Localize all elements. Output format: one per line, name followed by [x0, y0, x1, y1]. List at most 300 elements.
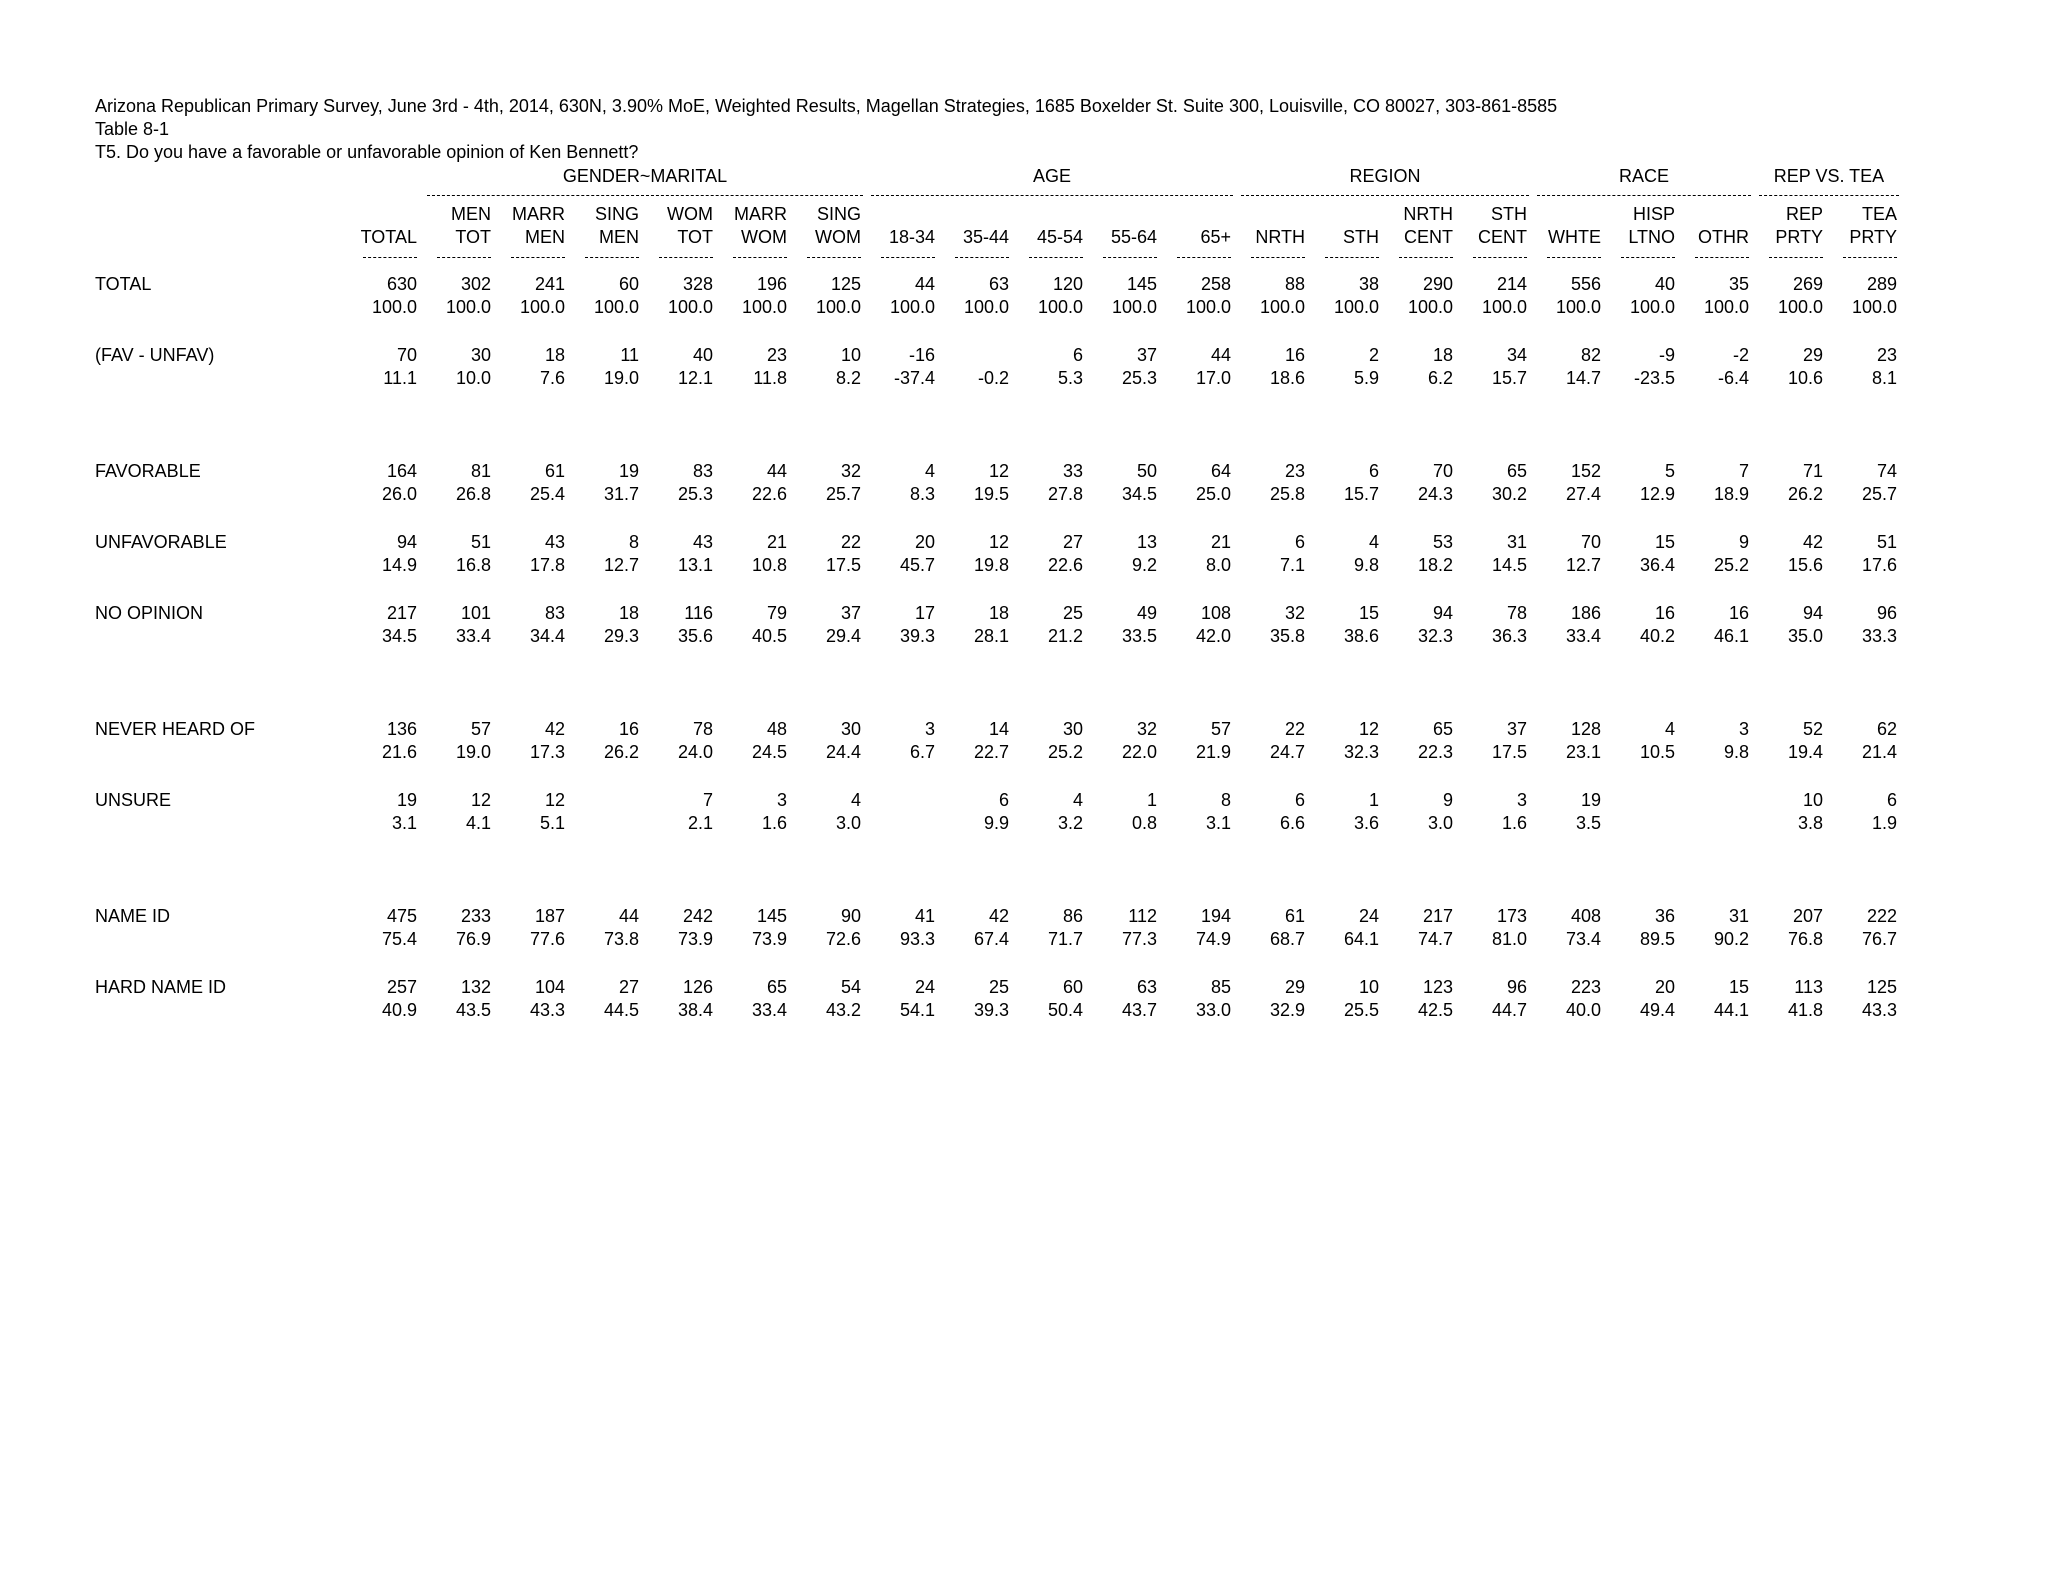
percent-cell: 35.0	[1787, 626, 1823, 646]
count-cell: 4	[1072, 790, 1083, 810]
count-cell: 408	[1570, 906, 1601, 926]
count-cell: 24	[914, 977, 935, 997]
percent-cell: 10.6	[1787, 368, 1823, 388]
count-cell: 29	[1802, 345, 1823, 365]
group-underline	[427, 195, 863, 196]
count-cell: 290	[1422, 274, 1453, 294]
count-cell: 51	[470, 532, 491, 552]
percent-cell: 18.9	[1713, 484, 1749, 504]
count-cell: 41	[914, 906, 935, 926]
percent-cell: 40.5	[751, 626, 787, 646]
crosstab-table	[92, 163, 1903, 1022]
percent-cell: 10.8	[751, 555, 787, 575]
count-cell: 196	[756, 274, 787, 294]
count-cell: 27	[1062, 532, 1083, 552]
percent-cell: 29.3	[603, 626, 639, 646]
percent-cell: -23.5	[1633, 368, 1675, 388]
column-header-row-2	[92, 226, 1903, 249]
count-cell: 113	[1794, 977, 1823, 997]
table-row-percent	[92, 999, 1903, 1022]
percent-cell: 100.0	[1777, 297, 1823, 317]
count-cell: 217	[386, 603, 417, 623]
row-label-blank	[92, 625, 349, 648]
row-label: NO OPINION	[95, 603, 204, 623]
count-cell: 217	[1422, 906, 1453, 926]
percent-cell: 40.9	[381, 1000, 417, 1020]
column-underline	[1251, 257, 1305, 258]
count-cell: 40	[1654, 274, 1675, 294]
percent-cell: 25.3	[677, 484, 713, 504]
group-underline	[1759, 195, 1899, 196]
percent-cell: 14.7	[1565, 368, 1601, 388]
column-header-line2: TOT	[455, 227, 491, 247]
percent-cell: 15.7	[1491, 368, 1527, 388]
percent-cell: 33.0	[1195, 1000, 1231, 1020]
percent-cell: 22.7	[973, 742, 1009, 762]
count-cell: 7	[702, 790, 713, 810]
count-cell: 25	[988, 977, 1009, 997]
percent-cell: -0.2	[977, 368, 1009, 388]
count-cell: 13	[1136, 532, 1157, 552]
count-cell: 50	[1136, 461, 1157, 481]
count-cell: 4	[924, 461, 935, 481]
percent-cell: 22.6	[751, 484, 787, 504]
percent-cell: 25.2	[1713, 555, 1749, 575]
table-row-count	[92, 344, 1903, 367]
count-cell: 187	[534, 906, 565, 926]
table-row-percent	[92, 812, 1903, 835]
row-label-blank	[92, 296, 349, 319]
count-cell	[1681, 789, 1755, 812]
percent-cell: 100.0	[1111, 297, 1157, 317]
group-race: RACE	[1618, 166, 1669, 186]
percent-cell: 44.1	[1713, 1000, 1749, 1020]
column-header-line1: SING	[594, 204, 639, 224]
row-label-blank	[92, 367, 349, 390]
column-underline	[1399, 257, 1453, 258]
count-cell: 60	[618, 274, 639, 294]
count-cell: 128	[1570, 719, 1601, 739]
row-label-blank	[92, 483, 349, 506]
count-cell: 43	[692, 532, 713, 552]
percent-cell: 26.8	[455, 484, 491, 504]
count-cell: 94	[396, 532, 417, 552]
percent-cell: 12.1	[677, 368, 713, 388]
group-underline-row	[92, 187, 1903, 203]
percent-cell: 32.3	[1417, 626, 1453, 646]
percent-cell: 26.2	[1787, 484, 1823, 504]
count-cell: 65	[766, 977, 787, 997]
percent-cell: 74.9	[1195, 929, 1231, 949]
count-cell: 2	[1368, 345, 1379, 365]
percent-cell: 73.9	[751, 929, 787, 949]
count-cell: 35	[1728, 274, 1749, 294]
count-cell: 78	[1506, 603, 1527, 623]
percent-cell: 74.7	[1417, 929, 1453, 949]
column-underline	[1621, 257, 1675, 258]
column-header-line2: 35-44	[962, 227, 1009, 247]
percent-cell: 100.0	[1185, 297, 1231, 317]
count-cell: 164	[386, 461, 417, 481]
percent-cell: 33.3	[1861, 626, 1897, 646]
column-header-row-1	[92, 203, 1903, 226]
percent-cell: 100.0	[1259, 297, 1305, 317]
count-cell: 40	[692, 345, 713, 365]
count-cell: 36	[1654, 906, 1675, 926]
percent-cell: 3.2	[1057, 813, 1083, 833]
percent-cell: 100.0	[889, 297, 935, 317]
table-row-count	[92, 718, 1903, 741]
percent-cell: 8.0	[1205, 555, 1231, 575]
row-spacer	[92, 648, 1903, 718]
count-cell: 42	[1802, 532, 1823, 552]
row-label: FAVORABLE	[95, 461, 201, 481]
count-cell: 53	[1432, 532, 1453, 552]
column-header-line1: NRTH	[1403, 204, 1453, 224]
percent-cell: 2.1	[687, 813, 713, 833]
percent-cell: 21.6	[381, 742, 417, 762]
percent-cell: 100.0	[815, 297, 861, 317]
percent-cell: 73.8	[603, 929, 639, 949]
count-cell: 116	[684, 603, 713, 623]
column-header-line1: MARR	[734, 204, 787, 224]
group-age: AGE	[1032, 166, 1071, 186]
count-cell: 96	[1876, 603, 1897, 623]
column-underline	[659, 257, 713, 258]
count-cell: 83	[544, 603, 565, 623]
percent-cell: 100.0	[445, 297, 491, 317]
count-cell: 32	[1284, 603, 1305, 623]
count-cell: 37	[840, 603, 861, 623]
percent-cell: 90.2	[1713, 929, 1749, 949]
percent-cell: -6.4	[1717, 368, 1749, 388]
count-cell: 51	[1876, 532, 1897, 552]
count-cell: 16	[618, 719, 639, 739]
count-cell: -9	[1658, 345, 1675, 365]
percent-cell: 10.0	[455, 368, 491, 388]
percent-cell: 23.1	[1565, 742, 1601, 762]
column-header-line2: 55-64	[1110, 227, 1157, 247]
row-spacer	[92, 764, 1903, 789]
percent-cell: 24.0	[677, 742, 713, 762]
count-cell: 74	[1876, 461, 1897, 481]
count-cell: 11	[620, 345, 639, 365]
percent-cell: 100.0	[1851, 297, 1897, 317]
count-cell: 21	[766, 532, 787, 552]
count-cell: 6	[1294, 790, 1305, 810]
percent-cell: 25.2	[1047, 742, 1083, 762]
percent-cell: 17.8	[529, 555, 565, 575]
percent-cell: 3.0	[835, 813, 861, 833]
count-cell: 10	[1802, 790, 1823, 810]
percent-cell: 19.0	[455, 742, 491, 762]
column-underline	[881, 257, 935, 258]
column-header-line1	[1163, 203, 1237, 226]
count-cell: 241	[534, 274, 565, 294]
group-underline	[1241, 195, 1529, 196]
count-cell: 152	[1570, 461, 1601, 481]
count-cell: 12	[544, 790, 565, 810]
percent-cell: 26.2	[603, 742, 639, 762]
percent-cell: 39.3	[973, 1000, 1009, 1020]
count-cell: 258	[1200, 274, 1231, 294]
count-cell: 630	[386, 274, 417, 294]
count-cell: 70	[1580, 532, 1601, 552]
percent-cell: 36.3	[1491, 626, 1527, 646]
percent-cell: 44.7	[1491, 1000, 1527, 1020]
percent-cell: 3.5	[1575, 813, 1601, 833]
table-row-count	[92, 531, 1903, 554]
group-underline	[1537, 195, 1751, 196]
column-header-line2: 18-34	[888, 227, 935, 247]
percent-cell: 64.1	[1343, 929, 1379, 949]
count-cell: 25	[1062, 603, 1083, 623]
percent-cell: 33.4	[455, 626, 491, 646]
column-header-line2: 45-54	[1036, 227, 1083, 247]
percent-cell: 9.8	[1723, 742, 1749, 762]
percent-cell: 33.4	[1565, 626, 1601, 646]
count-cell: 10	[1358, 977, 1379, 997]
percent-cell: 17.0	[1195, 368, 1231, 388]
column-header-line1: MARR	[512, 204, 565, 224]
percent-cell: 43.3	[1861, 1000, 1897, 1020]
percent-cell: 35.6	[677, 626, 713, 646]
count-cell: 30	[840, 719, 861, 739]
row-label: UNSURE	[95, 790, 172, 810]
percent-cell: 19.4	[1787, 742, 1823, 762]
column-header-line2: PRTY	[1775, 227, 1823, 247]
percent-cell: 76.9	[455, 929, 491, 949]
count-cell: 6	[1294, 532, 1305, 552]
percent-cell: 18.6	[1269, 368, 1305, 388]
count-cell: 214	[1496, 274, 1527, 294]
percent-cell: 67.4	[973, 929, 1009, 949]
percent-cell: 27.4	[1565, 484, 1601, 504]
count-cell: 207	[1792, 906, 1823, 926]
count-cell: 9	[1442, 790, 1453, 810]
percent-cell: 50.4	[1047, 1000, 1083, 1020]
count-cell: 7	[1738, 461, 1749, 481]
percent-cell: 12.9	[1639, 484, 1675, 504]
percent-cell: 77.3	[1121, 929, 1157, 949]
percent-cell: 54.1	[899, 1000, 935, 1020]
percent-cell: 25.4	[529, 484, 565, 504]
count-cell: 22	[840, 532, 861, 552]
count-cell: 8	[1220, 790, 1231, 810]
column-header-line1	[1311, 203, 1385, 226]
count-cell: 44	[1210, 345, 1231, 365]
percent-cell: 100.0	[371, 297, 417, 317]
count-cell: 14	[988, 719, 1009, 739]
percent-cell: 3.1	[391, 813, 417, 833]
count-cell: 52	[1802, 719, 1823, 739]
percent-cell: 22.3	[1417, 742, 1453, 762]
column-header-line2: OTHR	[1698, 227, 1749, 247]
percent-cell: 3.6	[1353, 813, 1379, 833]
count-cell: 222	[1866, 906, 1897, 926]
count-cell: 23	[766, 345, 787, 365]
count-cell: 63	[988, 274, 1009, 294]
percent-cell: 18.2	[1417, 555, 1453, 575]
count-cell: 112	[1128, 906, 1157, 926]
count-cell: 16	[1284, 345, 1305, 365]
percent-cell: 100.0	[1037, 297, 1083, 317]
percent-cell: 89.5	[1639, 929, 1675, 949]
percent-cell: 4.1	[465, 813, 491, 833]
percent-cell: 15.7	[1343, 484, 1379, 504]
count-cell: 328	[682, 274, 713, 294]
row-spacer	[92, 577, 1903, 602]
column-header-line2: TOTAL	[360, 227, 417, 247]
percent-cell: 28.1	[973, 626, 1009, 646]
count-cell: 81	[470, 461, 491, 481]
column-header-line1: MEN	[451, 204, 491, 224]
percent-cell: 10.5	[1639, 742, 1675, 762]
group-underline	[871, 195, 1233, 196]
count-cell: 20	[1654, 977, 1675, 997]
column-header-line2: CENT	[1478, 227, 1527, 247]
row-label: TOTAL	[95, 274, 152, 294]
column-underline	[1473, 257, 1527, 258]
column-underline	[733, 257, 787, 258]
row-label: UNFAVORABLE	[95, 532, 227, 552]
count-cell: 4	[1368, 532, 1379, 552]
count-cell: 24	[1358, 906, 1379, 926]
percent-cell: 21.4	[1861, 742, 1897, 762]
percent-cell: 44.5	[603, 1000, 639, 1020]
percent-cell: 100.0	[963, 297, 1009, 317]
column-header-line2: MEN	[599, 227, 639, 247]
count-cell: 6	[998, 790, 1009, 810]
count-cell: 38	[1358, 274, 1379, 294]
count-cell: 31	[1728, 906, 1749, 926]
table-row-count	[92, 460, 1903, 483]
row-label: NEVER HEARD OF	[95, 719, 256, 739]
count-cell: 31	[1506, 532, 1527, 552]
percent-cell: 14.9	[381, 555, 417, 575]
percent-cell: 100.0	[741, 297, 787, 317]
table-row-count	[92, 273, 1903, 296]
column-header-line1: STH	[1491, 204, 1527, 224]
percent-cell: 9.2	[1131, 555, 1157, 575]
percent-cell: 0.8	[1131, 813, 1157, 833]
table-row-percent	[92, 928, 1903, 951]
percent-cell: 34.5	[381, 626, 417, 646]
percent-cell: 33.4	[751, 1000, 787, 1020]
percent-cell: 8.1	[1871, 368, 1897, 388]
count-cell: 37	[1136, 345, 1157, 365]
count-cell: 48	[766, 719, 787, 739]
percent-cell: 93.3	[899, 929, 935, 949]
count-cell: 104	[534, 977, 565, 997]
percent-cell: -37.4	[893, 368, 935, 388]
percent-cell: 1.9	[1871, 813, 1897, 833]
percent-cell: 25.5	[1343, 1000, 1379, 1020]
count-cell: 15	[1728, 977, 1749, 997]
percent-cell: 25.8	[1269, 484, 1305, 504]
count-cell: 16	[1654, 603, 1675, 623]
count-cell: 145	[1126, 274, 1157, 294]
percent-cell: 7.6	[539, 368, 565, 388]
percent-cell: 3.1	[1205, 813, 1231, 833]
count-cell: 32	[1136, 719, 1157, 739]
column-header-line1: SING	[816, 204, 861, 224]
percent-cell: 24.4	[825, 742, 861, 762]
survey-title: Arizona Republican Primary Survey, June 3rd - 4th, 2014, 630N, 3.90% MoE, Weighted Results, Magellan Strategies, 1685 Boxelder St. Suite 300, Louisville, CO 80027, 303-861-8585	[95, 96, 1558, 116]
column-header-line2: MEN	[525, 227, 565, 247]
count-cell: 57	[470, 719, 491, 739]
percent-cell: 100.0	[1555, 297, 1601, 317]
count-cell: 15	[1358, 603, 1379, 623]
count-cell: 30	[1062, 719, 1083, 739]
count-cell: 30	[470, 345, 491, 365]
count-cell: 475	[386, 906, 417, 926]
column-underline	[511, 257, 565, 258]
count-cell: 44	[618, 906, 639, 926]
count-cell: 12	[988, 532, 1009, 552]
percent-cell: 43.5	[455, 1000, 491, 1020]
count-cell: 62	[1876, 719, 1897, 739]
count-cell: 34	[1506, 345, 1527, 365]
percent-cell: 75.4	[381, 929, 417, 949]
table-row-count	[92, 976, 1903, 999]
column-header-line1: WOM	[667, 204, 713, 224]
count-cell: 70	[396, 345, 417, 365]
column-header-line1	[1681, 203, 1755, 226]
count-cell: 49	[1136, 603, 1157, 623]
percent-cell: 25.3	[1121, 368, 1157, 388]
percent-cell: 21.2	[1047, 626, 1083, 646]
table-row-percent	[92, 741, 1903, 764]
percent-cell: 100.0	[519, 297, 565, 317]
column-header-line2: LTNO	[1628, 227, 1675, 247]
count-cell: 33	[1062, 461, 1083, 481]
count-cell: 136	[386, 719, 417, 739]
count-cell: 22	[1284, 719, 1305, 739]
column-header-line2: CENT	[1404, 227, 1453, 247]
count-cell: 12	[470, 790, 491, 810]
count-cell: 10	[840, 345, 861, 365]
percent-cell: 26.0	[381, 484, 417, 504]
count-cell: 269	[1792, 274, 1823, 294]
percent-cell: 19.5	[973, 484, 1009, 504]
percent-cell: 43.2	[825, 1000, 861, 1020]
row-spacer	[92, 951, 1903, 976]
column-underline	[363, 257, 417, 258]
count-cell: 101	[460, 603, 491, 623]
percent-cell: 6.2	[1427, 368, 1453, 388]
column-header-line1	[349, 203, 423, 226]
count-cell: 8	[628, 532, 639, 552]
count-cell	[867, 789, 941, 812]
count-cell: 3	[924, 719, 935, 739]
row-spacer	[92, 319, 1903, 344]
row-label-blank	[92, 741, 349, 764]
count-cell: 126	[682, 977, 713, 997]
percent-cell: 24.7	[1269, 742, 1305, 762]
percent-cell: 25.7	[1861, 484, 1897, 504]
count-cell: 71	[1802, 461, 1823, 481]
count-cell: 1	[1146, 790, 1157, 810]
table-row-percent	[92, 296, 1903, 319]
count-cell: 132	[460, 977, 491, 997]
count-cell	[941, 344, 1015, 367]
column-header-line1	[1533, 203, 1607, 226]
count-cell: 12	[988, 461, 1009, 481]
column-header-line2: 65+	[1200, 227, 1231, 247]
count-cell: 9	[1738, 532, 1749, 552]
column-underline	[437, 257, 491, 258]
